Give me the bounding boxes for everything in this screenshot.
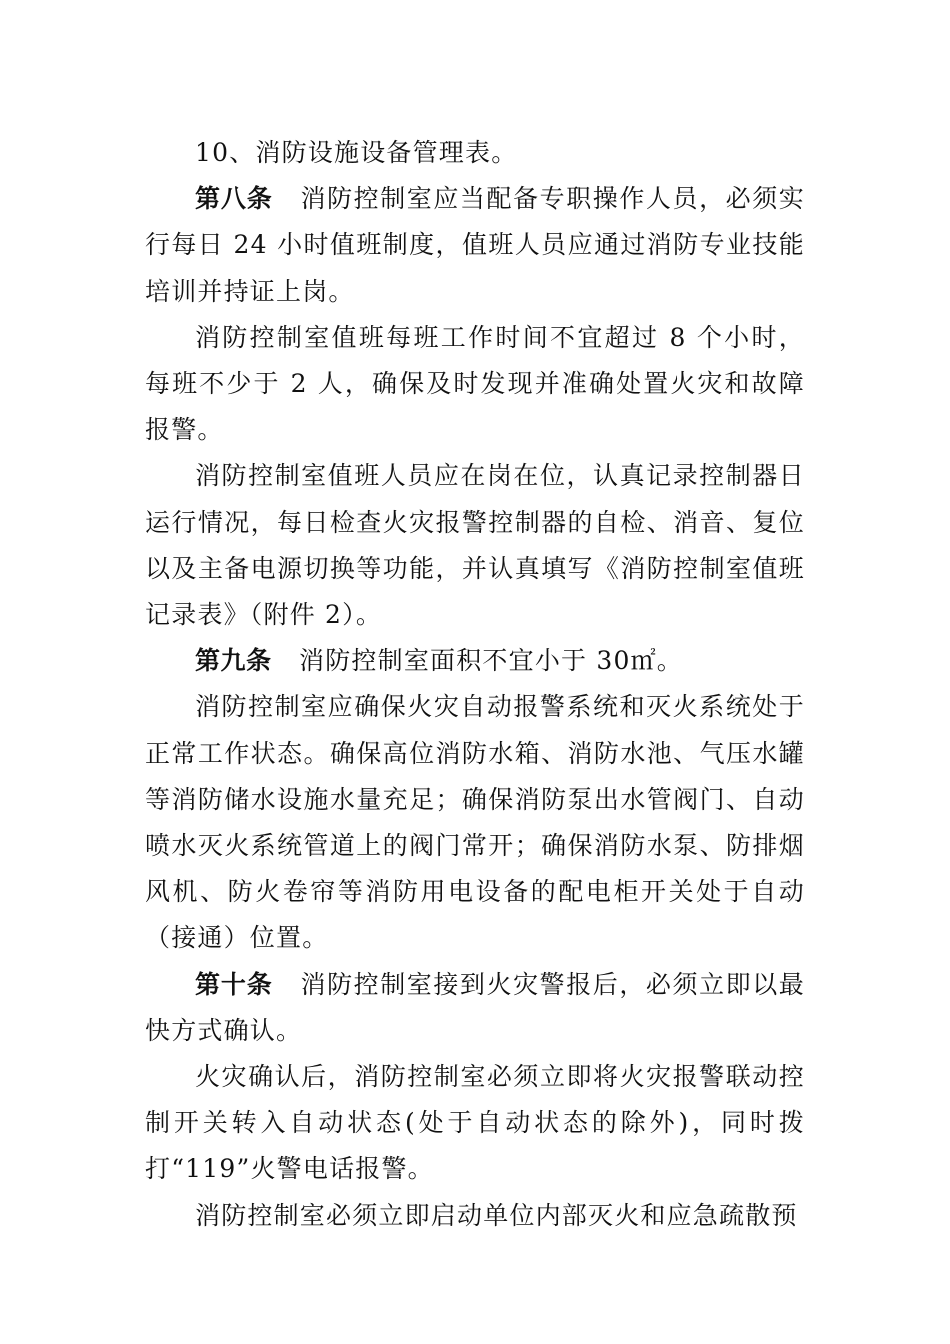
paragraph-text: 消防控制室值班每班工作时间不宜超过 8 个小时，每班不少于 2 人，确保及时发现并准确处置火灾和故障报警。 bbox=[145, 322, 805, 445]
paragraph-emergency-plan bbox=[145, 1193, 805, 1239]
paragraph-duty-checks bbox=[145, 453, 805, 638]
paragraph-item-10 bbox=[145, 130, 805, 176]
document-body bbox=[145, 130, 805, 1239]
paragraph-system-status bbox=[145, 684, 805, 961]
paragraph-text: 消防控制室应当配备专职操作人员，必须实行每日 24 小时值班制度，值班人员应通过消防专业技能培训并持证上岗。 bbox=[145, 184, 805, 306]
paragraph-text: 消防控制室面积不宜小于 30㎡。 bbox=[299, 646, 683, 676]
paragraph-article-9 bbox=[145, 638, 805, 684]
paragraph-shift-hours bbox=[145, 315, 805, 454]
paragraph-text: 消防控制室值班人员应在岗在位，认真记录控制器日运行情况，每日检查火灾报警控制器的自检、消音、复位以及主备电源切换等功能，并认真填写《消防控制室值班记录表》（附件 2）。 bbox=[145, 461, 805, 630]
article-heading: 第十条 bbox=[195, 969, 273, 999]
paragraph-text: 消防控制室必须立即启动单位内部灭火和应急疏散预 bbox=[195, 1200, 798, 1230]
paragraph-text: 消防控制室应确保火灾自动报警系统和灭火系统处于正常工作状态。确保高位消防水箱、消防水池、气压水罐等消防储水设施水量充足；确保消防泵出水管阀门、自动喷水灭火系统管道上的阀门常开；确保消防水泵、防排烟风机、防火卷帘等消防用电设备的配电柜开关处于自动（接通）位置。 bbox=[145, 692, 805, 953]
paragraph-text: 火灾确认后，消防控制室必须立即将火灾报警联动控制开关转入自动状态(处于自动状态的除外)，同时拨打“119”火警电话报警。 bbox=[145, 1062, 805, 1184]
article-heading: 第九条 bbox=[195, 646, 272, 676]
paragraph-article-8 bbox=[145, 176, 805, 315]
paragraph-text: 消防控制室接到火灾警报后，必须立即以最快方式确认。 bbox=[145, 969, 805, 1045]
paragraph-article-10 bbox=[145, 962, 805, 1054]
article-heading: 第八条 bbox=[195, 184, 273, 214]
paragraph-text: 10、消防设施设备管理表。 bbox=[195, 138, 518, 167]
paragraph-fire-confirmed bbox=[145, 1054, 805, 1193]
